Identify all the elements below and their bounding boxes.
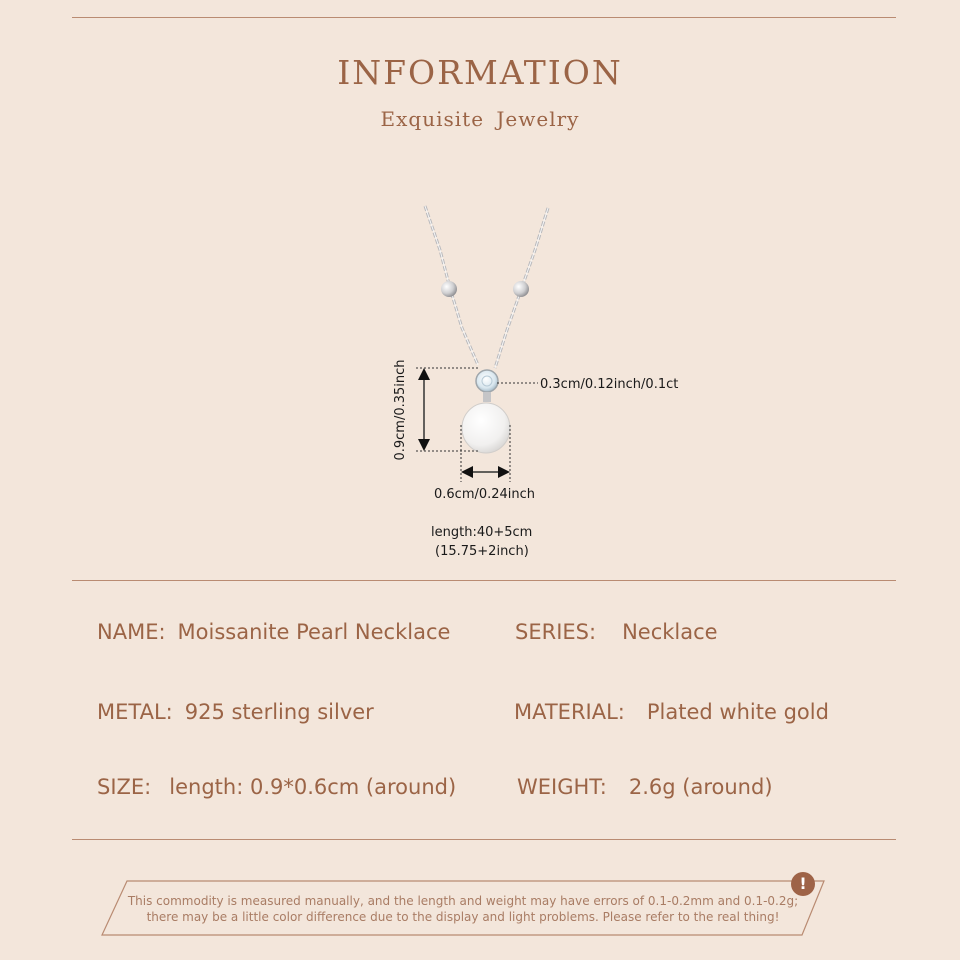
- spec-material-value: Plated white gold: [646, 700, 829, 724]
- spec-weight-value: 2.6g (around): [628, 775, 773, 799]
- page-subtitle: Exquisite Jewelry: [380, 107, 580, 131]
- disclaimer-notice: [102, 881, 824, 935]
- pendant-height-label: 0.9cm/0.35inch: [393, 359, 408, 461]
- spec-metal-label: METAL:: [97, 700, 173, 724]
- spec-name-label: NAME:: [97, 620, 166, 644]
- chain-length-inch-label: (15.75+2inch): [435, 544, 529, 559]
- spec-weight-label: WEIGHT:: [517, 775, 607, 799]
- disclaimer-line-1: This commodity is measured manually, and the length and weight may have errors of 0.1-0.2mm and 0.1-0.2g;: [127, 894, 799, 908]
- disclaimer-line-2: there may be a little color difference due to the display and light problems. Please refer to the real thing!: [146, 910, 780, 924]
- stone-size-label: 0.3cm/0.12inch/0.1ct: [540, 377, 679, 392]
- chain-length-label: length:40+5cm: [431, 525, 533, 540]
- spec-name-value: Moissanite Pearl Necklace: [177, 620, 451, 644]
- pendant-width-label: 0.6cm/0.24inch: [434, 487, 536, 502]
- spec-size-value: length: 0.9*0.6cm (around): [169, 775, 457, 799]
- spec-series-label: SERIES:: [515, 620, 597, 644]
- spec-series-value: Necklace: [622, 620, 718, 644]
- spec-material-label: MATERIAL:: [514, 700, 625, 724]
- warning-icon: !: [791, 872, 815, 896]
- spec-size-label: SIZE:: [97, 775, 152, 799]
- page-title: INFORMATION: [337, 53, 623, 92]
- spec-metal-value: 925 sterling silver: [184, 700, 374, 724]
